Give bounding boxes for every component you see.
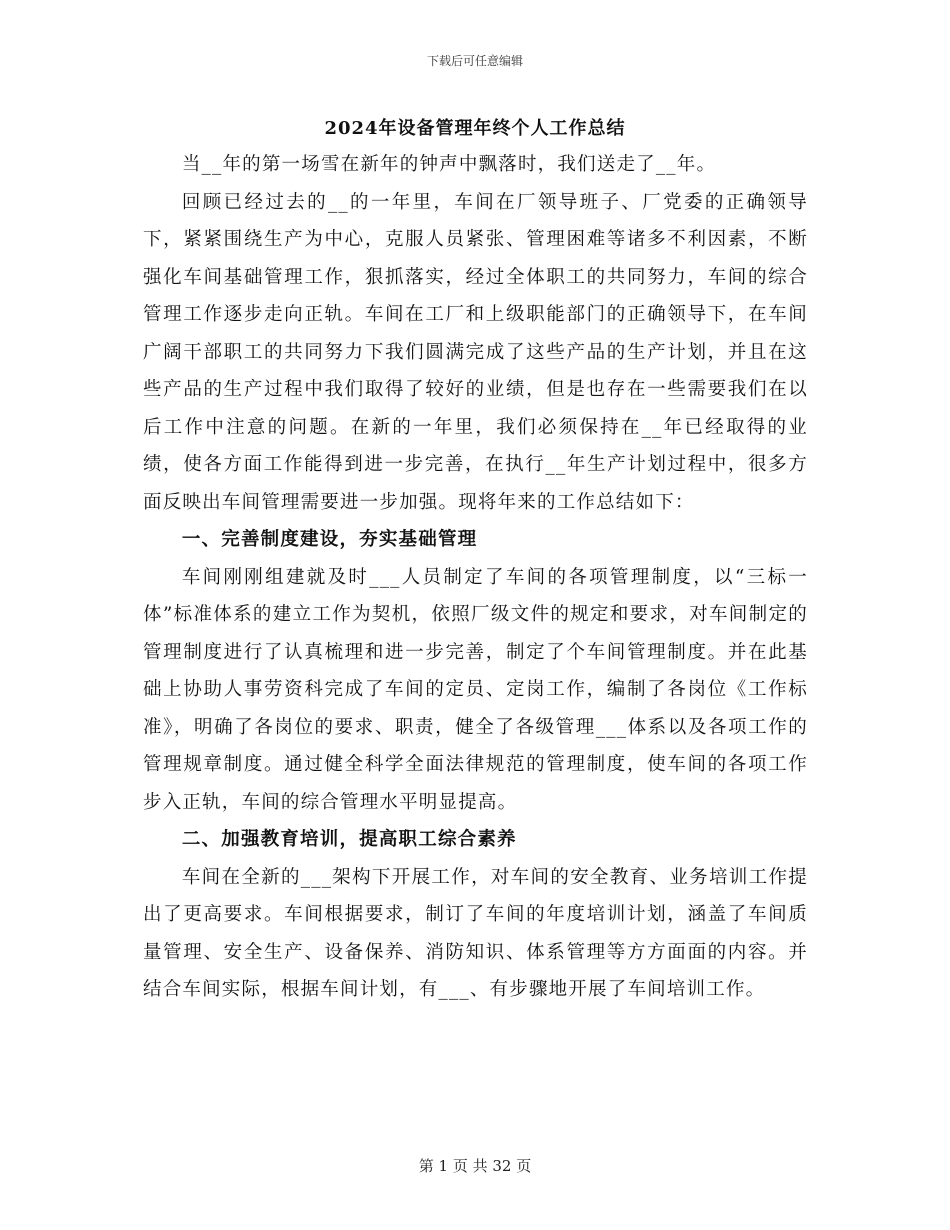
page-number-footer: 第 1 页 共 32 页	[418, 1157, 532, 1175]
paragraph-review: 回顾已经过去的__的一年里，车间在厂领导班子、厂党委的正确领导下，紧紧围绕生产为中心，克服人员紧张、管理困难等诸多不利因素，不断强化车间基础管理工作，狠抓落实，经过全体职工的共同努力，车间的综合管理工作逐步走向正轨。车间在工厂和上级职能部门的正确领导下，在车间广阔干部职工的共同努力下我们圆满完成了这些产品的生产计划，并且在这些产品的生产过程中我们取得了较好的业绩，但是也存在一些需要我们在以后工作中注意的问题。在新的一年里，我们必须保持在__年已经取得的业绩，使各方面工作能得到进一步完善，在执行__年生产计划过程中，很多方面反映出车间管理需要进一步加强。现将年来的工作总结如下：	[143, 191, 808, 513]
document-body	[143, 146, 808, 1009]
section-heading-1: 一、完善制度建设，夯实基础管理	[181, 529, 478, 550]
paragraph-section-2: 车间在全新的___架构下开展工作，对车间的安全教育、业务培训工作提出了更高要求。车间根据要求，制订了车间的年度培训计划，涵盖了车间质量管理、安全生产、设备保养、消防知识、体系管理等方方面面的内容。并结合车间实际，根据车间计划，有___、有步骤地开展了车间培训工作。	[143, 866, 808, 1000]
document-title: 2024年设备管理年终个人工作总结	[324, 118, 626, 139]
paragraph-intro: 当__年的第一场雪在新年的钟声中飘落时，我们送走了__年。	[181, 154, 717, 175]
header-note: 下载后可任意编辑	[426, 54, 523, 68]
section-heading-2: 二、加强教育培训，提高职工综合素养	[181, 829, 517, 850]
paragraph-section-1: 车间刚刚组建就及时___人员制定了车间的各项管理制度，以“三标一体”标准体系的建立工作为契机，依照厂级文件的规定和要求，对车间制定的管理制度进行了认真梳理和进一步完善，制定了个车间管理制度。并在此基础上协助人事劳资科完成了车间的定员、定岗工作，编制了各岗位《工作标准》，明确了各岗位的要求、职责，健全了各级管理___体系以及各项工作的管理规章制度。通过健全科学全面法律规范的管理制度，使车间的各项工作步入正轨，车间的综合管理水平明显提高。	[143, 566, 808, 813]
